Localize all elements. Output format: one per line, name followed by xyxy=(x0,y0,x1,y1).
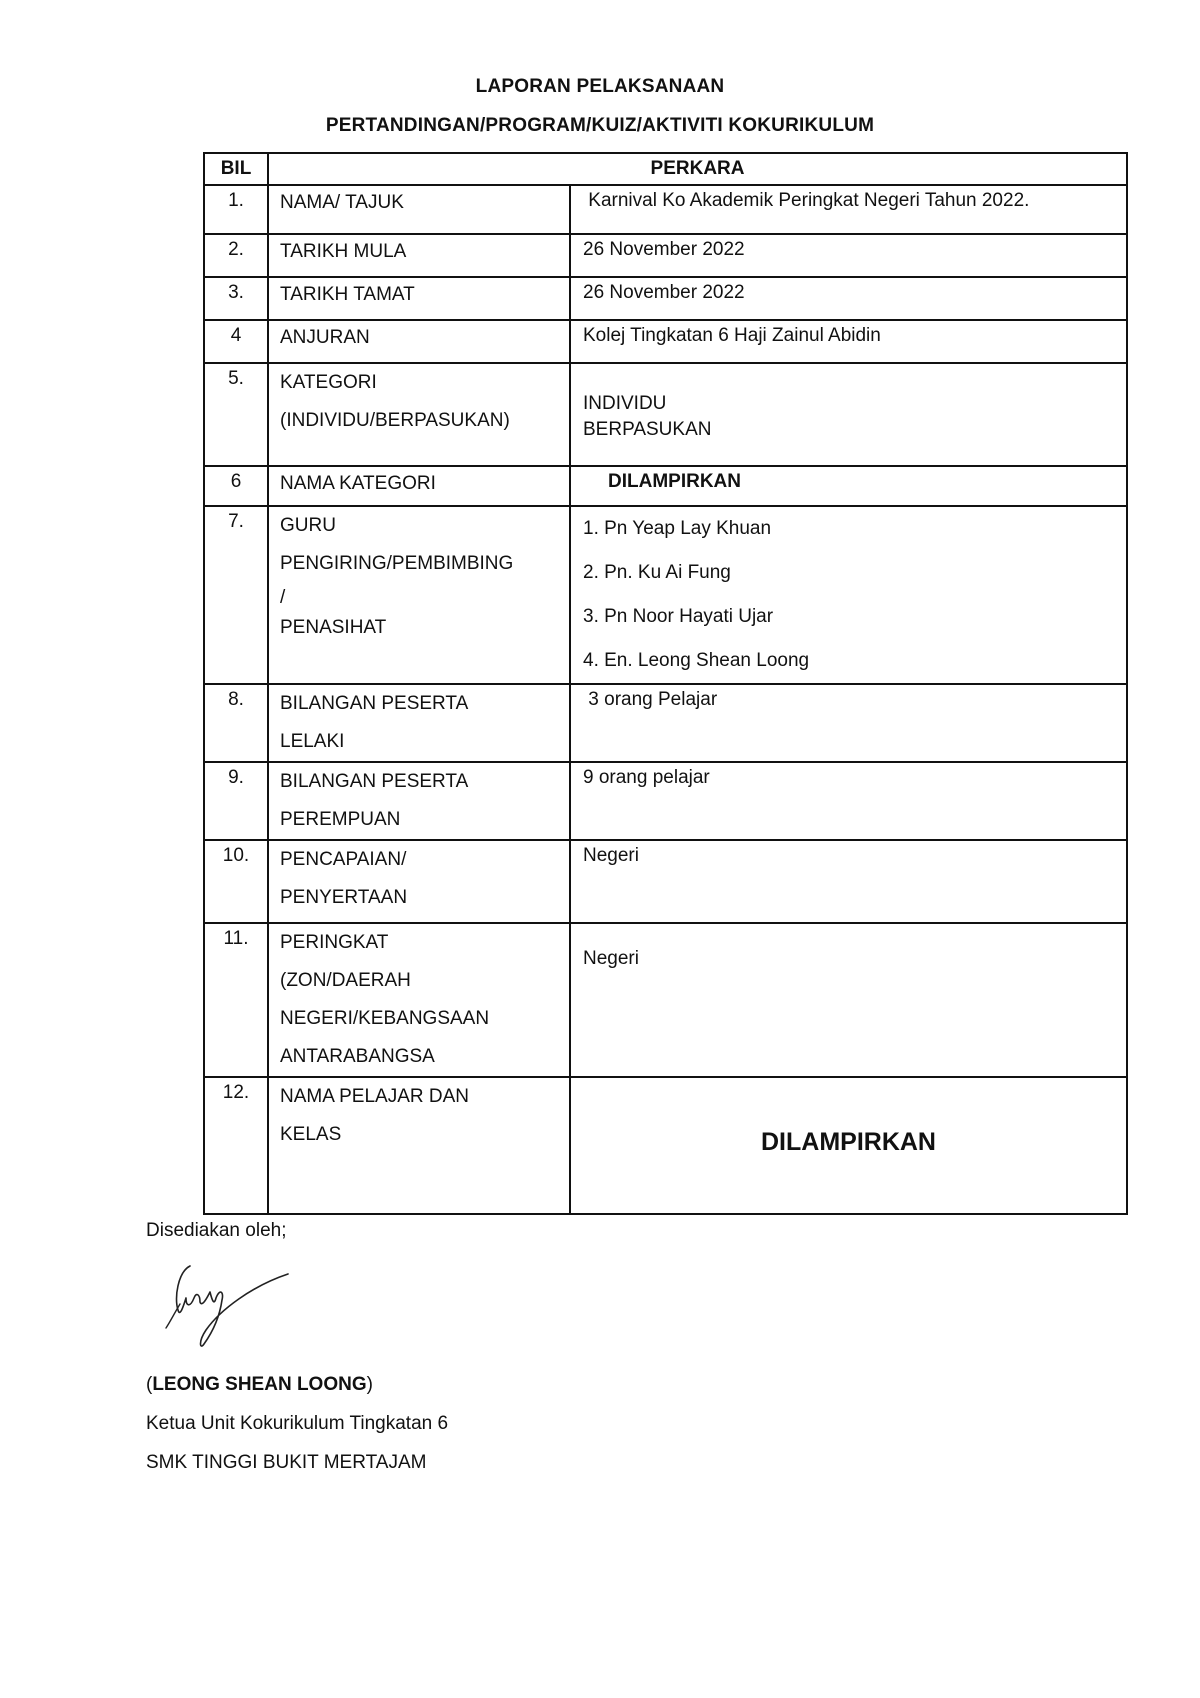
signatory-position: Ketua Unit Kokurikulum Tingkatan 6 xyxy=(146,1413,449,1434)
row-label xyxy=(268,923,570,1077)
report-subtitle: PERTANDINGAN/PROGRAM/KUIZ/AKTIVITI KOKURIKULUM xyxy=(325,115,875,136)
row-label-line: PENASIHAT xyxy=(280,617,387,638)
header-perkara: PERKARA xyxy=(268,153,1127,185)
row-value xyxy=(570,506,1127,684)
row-label xyxy=(268,684,570,762)
row-value: DILAMPIRKAN xyxy=(570,1077,1127,1214)
row-label-line: NAMA KATEGORI xyxy=(280,473,436,494)
row-label-line: TARIKH MULA xyxy=(280,241,407,262)
row-label-line: LELAKI xyxy=(280,731,345,752)
teacher-list-item: 3. Pn Noor Hayati Ujar xyxy=(583,606,774,627)
row-value: 26 November 2022 xyxy=(570,277,1127,320)
signatory-name-text: LEONG SHEAN LOONG xyxy=(152,1374,367,1395)
row-label-line: GURU xyxy=(280,515,336,536)
row-label xyxy=(268,762,570,840)
row-label-line: PERINGKAT xyxy=(280,932,389,953)
row-label-line: PENCAPAIAN/ xyxy=(280,849,407,870)
row-number: 6 xyxy=(204,466,268,506)
row-value: Karnival Ko Akademik Peringkat Negeri Tahun 2022. xyxy=(570,185,1127,234)
row-value xyxy=(570,363,1127,466)
row-label xyxy=(268,466,570,506)
row-label xyxy=(268,1077,570,1214)
signature-image xyxy=(160,1258,300,1358)
name-paren-open: ( xyxy=(146,1374,153,1395)
table-row xyxy=(204,840,1127,923)
row-value-line: INDIVIDU xyxy=(583,392,667,414)
row-label xyxy=(268,320,570,363)
table-row xyxy=(204,506,1127,684)
table-row xyxy=(204,277,1127,320)
row-label-line: BILANGAN PESERTA xyxy=(280,771,469,792)
row-number: 11. xyxy=(204,923,268,1077)
row-value: Kolej Tingkatan 6 Haji Zainul Abidin xyxy=(570,320,1127,363)
row-number: 3. xyxy=(204,277,268,320)
row-label-line: NEGERI/KEBANGSAAN xyxy=(280,1008,490,1029)
teacher-list-item: 2. Pn. Ku Ai Fung xyxy=(583,562,731,583)
row-number: 12. xyxy=(204,1077,268,1214)
row-label xyxy=(268,840,570,923)
row-label-line: KATEGORI xyxy=(280,372,377,393)
table-row xyxy=(204,320,1127,363)
signatory-name xyxy=(146,1374,373,1396)
prepared-by-label: Disediakan oleh; xyxy=(146,1220,287,1241)
name-paren-close: ) xyxy=(366,1374,373,1395)
row-label xyxy=(268,185,570,234)
row-number: 9. xyxy=(204,762,268,840)
row-number: 4 xyxy=(204,320,268,363)
row-number: 2. xyxy=(204,234,268,277)
table-row xyxy=(204,923,1127,1077)
row-value: Negeri xyxy=(570,923,1127,1077)
row-number: 1. xyxy=(204,185,268,234)
row-label-line: PENYERTAAN xyxy=(280,887,408,908)
report-table xyxy=(203,152,1128,1215)
school-name: SMK TINGGI BUKIT MERTAJAM xyxy=(146,1452,427,1473)
row-value-line: BERPASUKAN xyxy=(583,418,712,440)
row-label-line: NAMA/ TAJUK xyxy=(280,192,404,213)
row-label-line: KELAS xyxy=(280,1124,342,1145)
header-bil: BIL xyxy=(204,153,268,185)
row-label-line: PEREMPUAN xyxy=(280,809,401,830)
row-label-line: / xyxy=(280,587,286,608)
row-value: 3 orang Pelajar xyxy=(570,684,1127,762)
row-label xyxy=(268,277,570,320)
row-number: 8. xyxy=(204,684,268,762)
table-row xyxy=(204,363,1127,466)
row-label-line: BILANGAN PESERTA xyxy=(280,693,469,714)
row-label-line: PENGIRING/PEMBIMBING xyxy=(280,553,514,574)
row-label-line: (INDIVIDU/BERPASUKAN) xyxy=(280,410,510,431)
row-label xyxy=(268,363,570,466)
row-label-line: ANJURAN xyxy=(280,327,370,348)
table-row xyxy=(204,684,1127,762)
table-row xyxy=(204,185,1127,234)
row-label-line: ANTARABANGSA xyxy=(280,1046,435,1067)
table-row xyxy=(204,1077,1127,1214)
row-number: 5. xyxy=(204,363,268,466)
table-row xyxy=(204,466,1127,506)
teacher-list-item: 1. Pn Yeap Lay Khuan xyxy=(583,518,772,539)
row-value: DILAMPIRKAN xyxy=(570,466,1127,506)
row-label-line: NAMA PELAJAR DAN xyxy=(280,1086,469,1107)
report-title: LAPORAN PELAKSANAAN xyxy=(475,76,725,97)
table-row xyxy=(204,762,1127,840)
row-number: 7. xyxy=(204,506,268,684)
row-label xyxy=(268,234,570,277)
row-number: 10. xyxy=(204,840,268,923)
teacher-list-item: 4. En. Leong Shean Loong xyxy=(583,650,810,671)
row-label xyxy=(268,506,570,684)
table-row xyxy=(204,234,1127,277)
table-header-row xyxy=(204,153,1127,185)
row-label-line: (ZON/DAERAH xyxy=(280,970,411,991)
row-value: 9 orang pelajar xyxy=(570,762,1127,840)
row-value: 26 November 2022 xyxy=(570,234,1127,277)
row-label-line: TARIKH TAMAT xyxy=(280,284,415,305)
row-value: Negeri xyxy=(570,840,1127,923)
